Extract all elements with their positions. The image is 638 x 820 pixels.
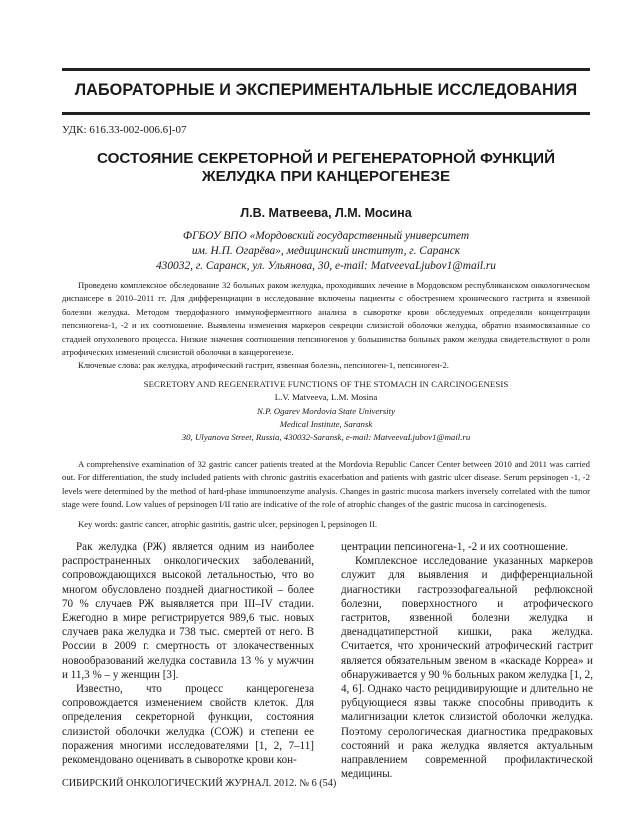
article-authors: Л.В. Матвеева, Л.М. Мосина bbox=[240, 206, 412, 220]
english-affiliation-line: Medical Institute, Saransk bbox=[279, 418, 373, 429]
article-affiliation bbox=[62, 229, 590, 274]
body-paragraph: Рак желудка (РЖ) является одним из наиболее распространенных онкологических заболеваний, сопровождающихся высокой летальностью, что во многом обусловлено поздней диагностикой – более 70 % случаев РЖ выявляется при III–IV стадии. Ежегодно в мире регистрируется 989,6 тыс. новых случаев рака желудка и 738 тыс. смертей от него. В России в 2009 г. смертность от злокачественных новообразований желудка составила 13 % у мужчин и 11,3 % – у женщин [3]. bbox=[62, 541, 314, 681]
article-title-line: СОСТОЯНИЕ СЕКРЕТОРНОЙ И РЕГЕНЕРАТОРНОЙ ФУНКЦИЙ bbox=[96, 150, 556, 167]
affiliation-line: ФГБОУ ВПО «Мордовский государственный университет bbox=[182, 230, 470, 242]
affiliation-line: 430032, г. Саранск, ул. Ульянова, 30, e-mail: MatveevaLjubov1@mail.ru bbox=[155, 260, 497, 272]
body-paragraph: Комплексное исследование указанных маркеров служит для выявления и дифференциальной диагностики гастроэзофагеальной рефлюксной болезни, поверхностного и атрофического гастритов, язвенной болезни желудка и двенадцатиперстной кишки, рака желудка. Считается, что хронический атрофический гастрит является обязательным звеном в «каскаде Корреа» и обнаруживается у 90 % больных раком желудка [1, 2, 4, 6]. Однако часто рецидивирующие и длительно не рубцующиеся язвы также способны приводить к малигнизации клеток слизистой оболочки желудка. Поэтому серологическая диагностика предраковых состояний и рака желудка является актуальным направлением современной профилактической медицины. bbox=[341, 555, 593, 781]
body-paragraph: Известно, что процесс канцерогенеза сопровождается изменением свойств клеток. Для определения секреторной функции, состояния слизистой оболочки желудка (СОЖ) и степени ее поражения многими исследователями [1, 2, 7–11] рекомендовано оценивать в сыворотке крови кон- bbox=[62, 683, 314, 767]
body-paragraph-continuation: центрации пепсиногена-1, -2 и их соотношение. bbox=[341, 541, 569, 553]
english-authors: L.V. Matveeva, L.M. Mosina bbox=[274, 392, 378, 403]
english-affiliation-line: 30, Ulyanova Street, Russia, 430032-Saransk, e-mail: MatveevaLjubov1@mail.ru bbox=[181, 432, 471, 443]
journal-footer: СИБИРСКИЙ ОНКОЛОГИЧЕСКИЙ ЖУРНАЛ. 2012. № 6 (54) bbox=[62, 778, 337, 789]
abstract-en-text: A comprehensive examination of 32 gastric cancer patients treated at the Mordovia Republic Cancer Center between 2010 and 2011 was carried out. For differentiation, the study included patients with chronic gastritis exacerbation and patients with gastric ulcer disease. Serum pepsinogen -1, -2 levels were determined by the method of hard-phase immunoenzyme analysis. Changes in gastric mucosa markers inversely correlated with the tumor stage were found. Low values of pepsinogen I/II ratio are indicative of the role of atrophic changes of the gastric mucosa in carcinogenesis. bbox=[62, 459, 590, 509]
abstract-ru-text: Проведено комплексное обследование 32 больных раком желудка, проходивших лечение в Мордовском республиканском онкологическом диспансере в 2010–2011 гг. Для дифференциации в исследование включены пациенты с обострением хронического гастрита и язвенной болезни желудка. Методом твердофазного иммуноферментного анализа в сыворотке крови обследуемых определяли концентрации пепсиногена-1, -2 и их соотношение. Выявлены изменения маркеров секреции слизистой оболочки желудка, обратно взаимосвязанные со стадией опухолевого процесса. Низкие значения соотношения пепсиногенов у большинства больных раком желудка свидетельствуют о роли атрофических изменений слизистой оболочки в канцерогенезе. bbox=[62, 280, 590, 358]
english-title: SECRETORY AND REGENERATIVE FUNCTIONS OF THE STOMACH IN CARCINOGENESIS bbox=[143, 379, 509, 389]
english-header bbox=[62, 378, 590, 444]
affiliation-line: им. Н.П. Огарёва», медицинский институт, г. Саранск bbox=[191, 245, 461, 257]
header-rule-bottom bbox=[62, 112, 590, 115]
body-column-left bbox=[62, 540, 314, 767]
keywords-ru: Ключевые слова: рак желудка, атрофический гастрит, язвенная болезнь, пепсиноген-1, пепсиноген-2. bbox=[78, 360, 449, 370]
article-title bbox=[62, 150, 590, 186]
section-title: ЛАБОРАТОРНЫЕ И ЭКСПЕРИМЕНТАЛЬНЫЕ ИССЛЕДОВАНИЯ bbox=[74, 81, 578, 99]
body-column-right bbox=[341, 540, 593, 781]
abstract-ru bbox=[62, 279, 590, 359]
article-title-line: ЖЕЛУДКА ПРИ КАНЦЕРОГЕНЕЗЕ bbox=[201, 168, 451, 185]
english-affiliation-line: N.P. Ogarev Mordovia State University bbox=[257, 405, 395, 416]
udk-code: УДК: 616.33-002-006.6]-07 bbox=[62, 124, 187, 136]
header-rule-top bbox=[62, 68, 590, 71]
keywords-en: Key words: gastric cancer, atrophic gastritis, gastric ulcer, pepsinogen I, pepsinogen II. bbox=[78, 519, 378, 529]
abstract-en bbox=[62, 458, 590, 511]
